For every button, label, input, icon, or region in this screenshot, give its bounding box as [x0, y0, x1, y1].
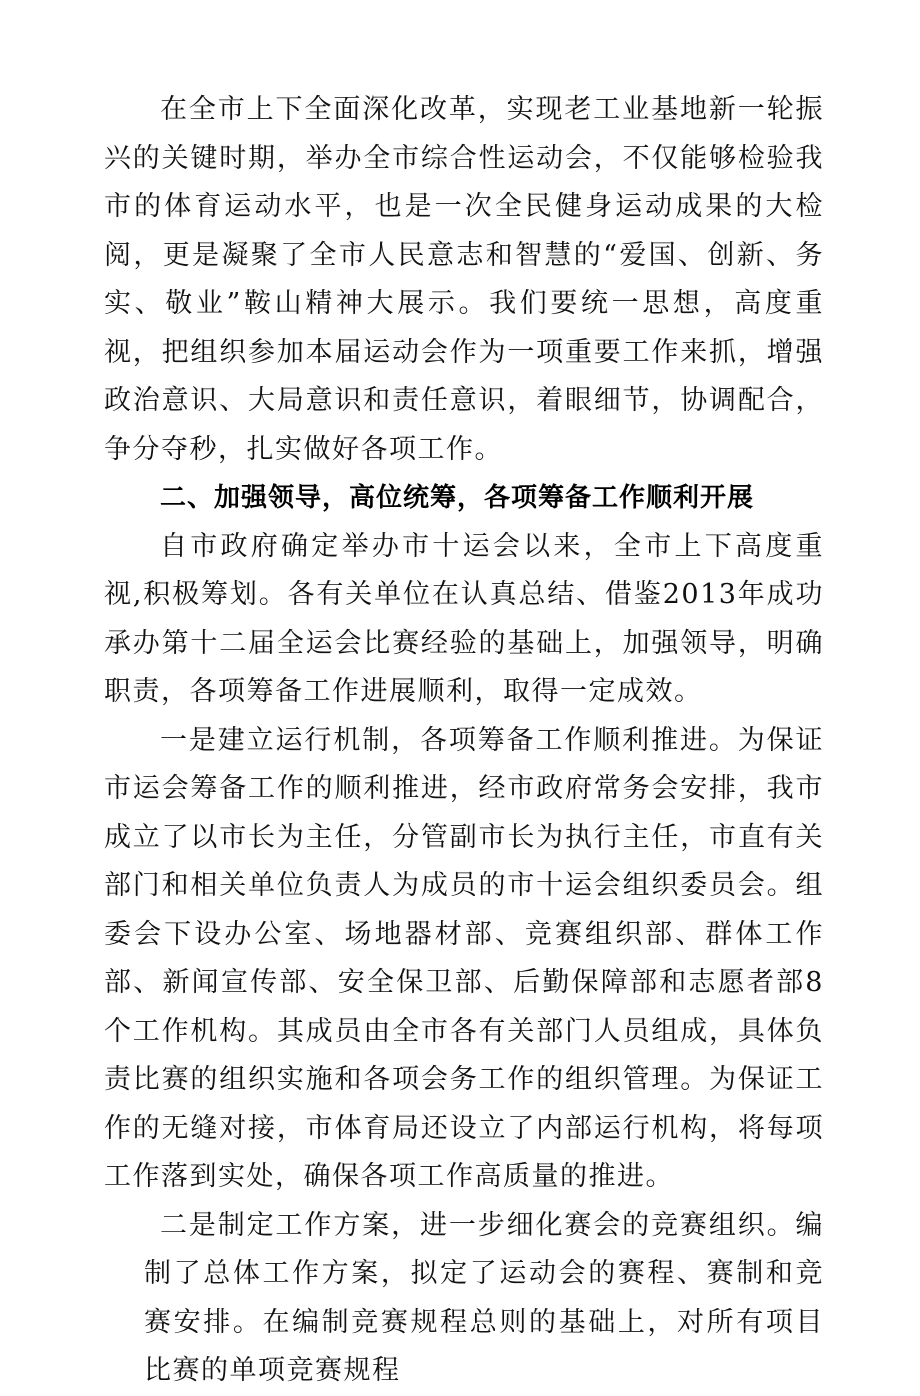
paragraph-operating-mechanism: 一是建立运行机制，各项筹备工作顺利推进。为保证市运会筹备工作的顺利推进，经市政府常务会安排，我市成立了以市长为主任，分管副市长为执行主任，市直有关部门和相关单位负责人为成员的市十运会组织委员会。组委会下设办公室、场地器材部、竞赛组织部、群体工作部、新闻宣传部、安全保卫部、后勤保障部和志愿者部8个工作机构。其成员由全市各有关部门人员组成，具体负责比赛的组织实施和各项会务工作的组织管理。为保证工作的无缝对接，市体育局还设立了内部运行机构，将每项工作落到实处，确保各项工作高质量的推进。	[104, 724, 824, 1192]
paragraph-work-plan: 二是制定工作方案，进一步细化赛会的竞赛组织。编制了总体工作方案，拟定了运动会的赛程、赛制和竞赛安排。在编制竞赛规程总则的基础上，对所有项目比赛的单项竞赛规程	[144, 1209, 824, 1386]
paragraph-reform-significance: 在全市上下全面深化改革，实现老工业基地新一轮振兴的关键时期，举办全市综合性运动会，不仅能够检验我市的体育运动水平，也是一次全民健身运动成果的大检阅，更是凝聚了全市人民意志和智慧的“爱国、创新、务实、敬业”鞍山精神大展示。我们要统一思想，高度重视，把组织参加本届运动会作为一项重要工作来抓，增强政治意识、大局意识和责任意识，着眼细节，协调配合，争分夺秒，扎实做好各项工作。	[104, 94, 824, 465]
section-heading-two: 二、加强领导，高位统筹，各项筹备工作顺利开展	[160, 483, 755, 513]
document-page	[104, 86, 824, 1396]
paragraph-preparation-overview: 自市政府确定举办市十运会以来，全市上下高度重视,积极筹划。各有关单位在认真总结、借鉴2013年成功承办第十二届全运会比赛经验的基础上，加强领导，明确职责，各项筹备工作进展顺利，取得一定成效。	[104, 530, 824, 707]
